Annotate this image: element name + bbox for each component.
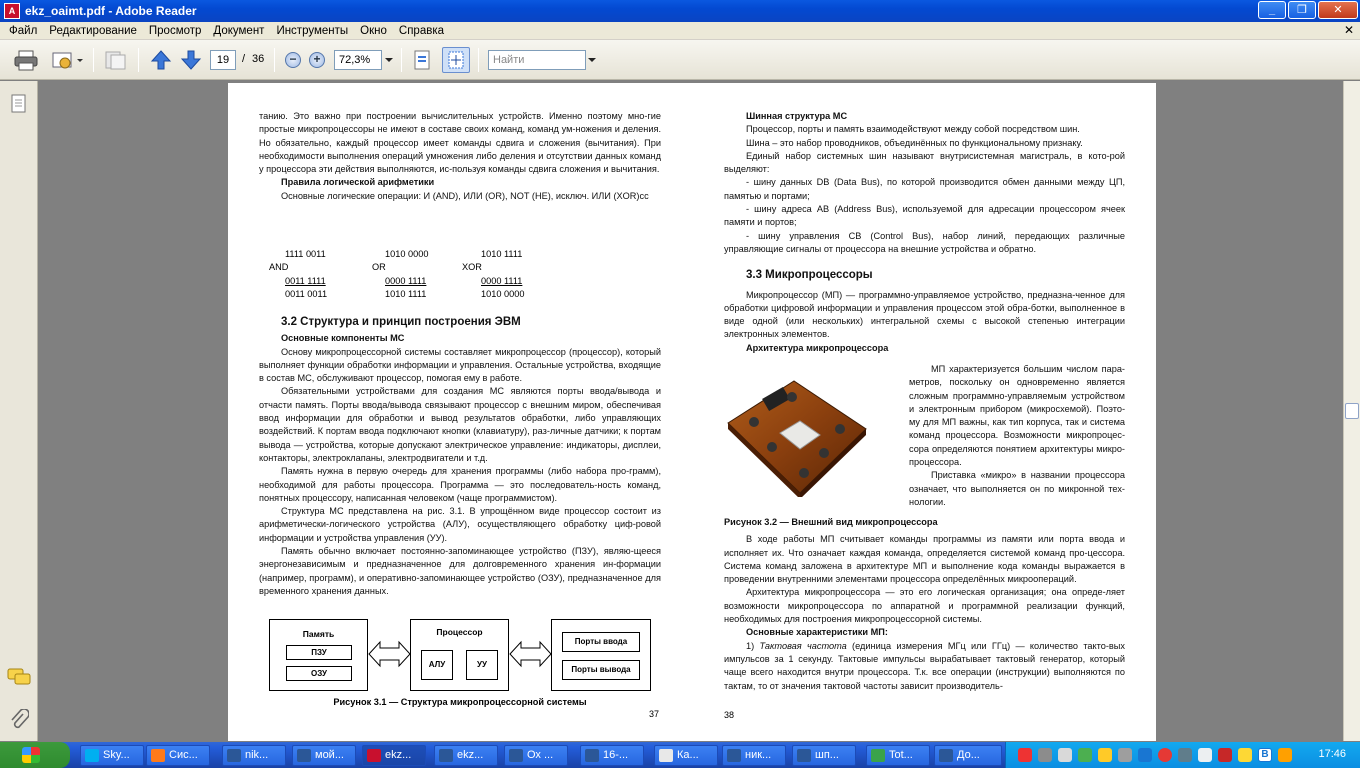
paragraph: - шину адреса AB (Address Bus), используемой для адресации процессором ячеек памяти и портов; xyxy=(724,204,1125,228)
input-ports-block: Порты ввода xyxy=(562,632,640,652)
print-button[interactable] xyxy=(12,47,40,73)
page-number-left: 37 xyxy=(649,709,660,719)
taskbar-button-label: Сис... xyxy=(169,749,198,761)
tray-app-icon[interactable] xyxy=(1098,748,1112,762)
taskbar-button[interactable] xyxy=(792,745,856,766)
heading-3-3: 3.3 Микропроцессоры xyxy=(746,269,873,282)
document-close-icon[interactable]: ✕ xyxy=(1343,23,1354,37)
taskbar-button[interactable] xyxy=(80,745,144,766)
figure-3-1-caption: Рисунок 3.1 — Структура микропроцессорной системы xyxy=(333,697,587,707)
double-arrow-icon xyxy=(368,639,411,669)
tray-app-icon[interactable] xyxy=(1138,748,1152,762)
zoom-in-button[interactable] xyxy=(307,47,327,73)
task-app-icon xyxy=(297,749,311,762)
clock[interactable]: 17:46 xyxy=(1318,748,1346,760)
taskbar-button-label: nik... xyxy=(245,749,269,761)
memory-label: Память xyxy=(302,629,335,639)
arrow-down-icon xyxy=(180,49,202,71)
tray-app-icon[interactable] xyxy=(1278,748,1292,762)
figure-3-2-caption: Рисунок 3.2 — Внешний вид микропроцессора xyxy=(724,517,938,527)
menu-document[interactable]: Документ xyxy=(213,24,265,37)
figure-3-1 xyxy=(269,619,651,691)
ports-block xyxy=(551,619,651,691)
right-page-rest xyxy=(724,516,1125,693)
cu-block: УУ xyxy=(466,650,498,680)
minimize-button[interactable]: _ xyxy=(1258,1,1286,19)
heading-architecture: Архитектура микропроцессора xyxy=(746,342,889,353)
paragraph: Единый набор системных шин называют внутрисистемная магистраль, в кото-рой выделяют: xyxy=(724,150,1125,175)
heading-characteristics: Основные характеристики МП: xyxy=(746,627,888,638)
task-app-icon xyxy=(585,749,599,762)
chevron-down-icon xyxy=(587,55,597,65)
paragraph-text: (единица измерения МГц или ГГц) — количество такто-вых импульсов за 1 секунду. Тактовые импульсы вырабатывает тактовый генератор, который чаще всего находится внутри процессора. Т.к. все операции (инструкции) выполняются по тактам, то от значения тактовой частоты зависит производитель- xyxy=(724,640,1126,691)
paragraph: Обязательными устройствами для создания МС являются порты ввода/вывода и отчасти память. Порты ввода/вывода связывают процессор с внешним миром, обеспечивая ввод информации для обработки и вывод результатов обработки, либо управляющих воздействий. К портам ввода подключают кнопки (клавиатуру), раз-личные датчики; к портам вывода — устройства, которые допускают электрическое управление: индикаторы, дисплеи, контакторы, электроклапаны, электродвигатели и т.д. xyxy=(259,386,661,463)
vertical-scrollbar[interactable] xyxy=(1343,81,1360,741)
attachment-icon[interactable] xyxy=(9,709,29,731)
zoom-input[interactable]: 72,3% xyxy=(334,50,382,70)
minus-icon: − xyxy=(285,52,301,68)
start-button[interactable] xyxy=(0,742,70,768)
taskbar-button-label: Sky... xyxy=(103,749,130,761)
taskbar-button[interactable] xyxy=(146,745,210,766)
menu-help[interactable]: Справка xyxy=(398,24,445,37)
pages-panel-icon[interactable] xyxy=(9,93,29,115)
task-app-icon xyxy=(85,749,99,762)
tray-app-icon[interactable] xyxy=(1058,748,1072,762)
logic-and-r: 0011 0011 xyxy=(285,289,328,299)
task-app-icon xyxy=(797,749,811,762)
maximize-button[interactable]: ❐ xyxy=(1288,1,1316,19)
fit-width-button[interactable] xyxy=(442,47,470,73)
page-separator: / xyxy=(242,53,246,65)
paragraph-clock-rate xyxy=(724,640,1125,693)
fit-page-button[interactable] xyxy=(410,47,434,73)
logic-examples xyxy=(259,249,661,305)
fit-window-icon xyxy=(446,49,466,71)
processor-photo xyxy=(724,377,869,497)
paragraph: Приставка «микро» в названии процессора означает, что выполняется он по микронной тех-нологии. xyxy=(909,470,1125,507)
taskbar-button[interactable] xyxy=(722,745,786,766)
tray-app-icon[interactable] xyxy=(1218,748,1232,762)
paragraph: - шину управления CB (Control Bus), набор линий, передающих различные управляющие сигналы от процессора на внешние устройства и обратно. xyxy=(724,230,1125,254)
paragraph: Основу микропроцессорной системы составляет микропроцессор (процессор), который выполняет функции обработки информации и управления. Остальные устройства, входящие в состав МС, обслуживают процессор, помогая ему в работе. xyxy=(259,346,661,384)
volume-icon[interactable] xyxy=(1198,748,1212,762)
taskbar-button-label: Ох ... xyxy=(527,749,554,761)
right-page-bus xyxy=(724,110,1125,355)
comments-icon[interactable] xyxy=(7,667,31,687)
taskbar-button-label: ekz... xyxy=(385,749,412,761)
task-app-icon xyxy=(727,749,741,762)
page-total: 36 xyxy=(252,53,265,65)
document-view[interactable] xyxy=(39,81,1343,741)
left-page-section-3-2 xyxy=(259,316,661,598)
task-app-icon xyxy=(509,749,523,762)
menu-window[interactable]: Окно xyxy=(360,24,387,37)
taskbar-button-label: ekz... xyxy=(457,749,484,761)
memory-block xyxy=(269,619,368,691)
task-app-icon xyxy=(151,749,165,762)
taskbar-button-label: 16-... xyxy=(603,749,629,761)
search-dropdown[interactable] xyxy=(586,47,598,73)
taskbar-button-label: мой... xyxy=(315,749,344,761)
heading-bus: Шинная структура МС xyxy=(746,111,848,121)
logic-or-r: 1010 1111 xyxy=(385,289,427,299)
ram-block: ОЗУ xyxy=(286,666,352,681)
logic-xor-op: XOR xyxy=(462,262,482,272)
printer-icon xyxy=(14,49,38,71)
taskbar-button[interactable] xyxy=(866,745,930,766)
taskbar-button-label: Tot... xyxy=(889,749,913,761)
paragraph: Процессор, порты и память взаимодействуют между собой посредством шин. xyxy=(746,124,1080,135)
page-number-input[interactable]: 19 xyxy=(210,50,236,70)
navigation-panel xyxy=(0,81,38,741)
logic-or-a: 1010 0000 xyxy=(385,249,429,259)
zoom-dropdown[interactable] xyxy=(383,47,395,73)
taskbar-button-label: ник... xyxy=(745,749,772,761)
tray-app-icon[interactable] xyxy=(1018,748,1032,762)
paragraph: Шина – это набор проводников, объединённых по функциональному признаку. xyxy=(746,137,1083,148)
email-icon xyxy=(50,49,84,71)
taskbar xyxy=(0,742,1360,768)
taskbar-button-label: До... xyxy=(957,749,980,761)
window-title: ekz_oaimt.pdf - Adobe Reader xyxy=(25,4,197,18)
paragraph: Архитектура микропроцессора — это его логическая организация; она опреде-ляет возможности микропроцессора по аппаратной и программной реализации функций, необходимых для построения микропроцессорной системы. xyxy=(724,587,1125,625)
scroll-mode-icon xyxy=(412,49,432,71)
tray-app-icon[interactable] xyxy=(1078,748,1092,762)
logic-xor-b: 0000 1111 xyxy=(481,276,523,286)
system-tray xyxy=(1005,742,1360,768)
processor-block xyxy=(410,619,509,691)
taskbar-button[interactable] xyxy=(434,745,498,766)
tray-app-icon[interactable] xyxy=(1038,748,1052,762)
task-app-icon xyxy=(659,749,673,762)
heading-logic-rules: Правила логической арифметики xyxy=(281,177,435,188)
taskbar-button[interactable] xyxy=(222,745,286,766)
plus-icon: + xyxy=(309,52,325,68)
paragraph: Структура МС представлена на рис. 3.1. В упрощённом виде процессор состоит из арифметически-логического устройства (АЛУ), осуществляющего обработку циф-ровой информации и устройства управления (УУ). xyxy=(259,506,661,543)
previous-page-button[interactable] xyxy=(148,47,174,73)
logic-and-b: 0011 1111 xyxy=(285,276,326,286)
menu-file[interactable]: Файл xyxy=(9,24,38,37)
title-bar xyxy=(0,0,1360,22)
logic-and-op: AND xyxy=(269,262,289,272)
double-arrow-icon xyxy=(509,639,552,669)
menu-edit[interactable]: Редактирование xyxy=(49,24,137,37)
vk-icon[interactable]: В xyxy=(1258,748,1272,762)
list-number: 1) xyxy=(746,640,755,651)
logic-xor-r: 1010 0000 xyxy=(481,289,525,299)
taskbar-button[interactable] xyxy=(292,745,356,766)
search-input[interactable]: Найти xyxy=(488,50,586,70)
pages-icon xyxy=(104,49,128,71)
windows-logo-icon xyxy=(22,747,40,763)
pdf-page-spread xyxy=(228,83,1156,741)
tray-app-icon[interactable] xyxy=(1118,748,1132,762)
zoom-out-button[interactable] xyxy=(283,47,303,73)
heading-3-2: 3.2 Структура и принцип построения ЭВМ xyxy=(281,316,521,328)
paragraph: Память нужна в первую очередь для хранения программы (либо набора про-грамм), необходимой для работы процессора. Программа — это последователь-ность команд, понятных процессору, написанная человеком (чаще программистом). xyxy=(259,466,661,503)
taskbar-button[interactable] xyxy=(580,745,644,766)
paragraph: - шину данных DB (Data Bus), по которой производится обмен данными между ЦП, памятью и портами; xyxy=(724,177,1125,201)
taskbar-button[interactable] xyxy=(504,745,568,766)
tray-app-icon[interactable] xyxy=(1158,748,1172,762)
menu-view[interactable]: Просмотр xyxy=(148,24,202,37)
toolbar xyxy=(0,40,1360,80)
menu-bar xyxy=(0,22,1360,40)
right-page-arch-text xyxy=(909,363,1125,509)
taskbar-button[interactable] xyxy=(362,745,426,766)
alu-block: АЛУ xyxy=(421,650,453,680)
task-app-icon xyxy=(939,749,953,762)
arrow-up-icon xyxy=(150,49,172,71)
close-button[interactable]: ✕ xyxy=(1318,1,1358,19)
pdf-app-icon[interactable]: A xyxy=(4,3,20,19)
scrollbar-thumb[interactable] xyxy=(1345,403,1359,419)
sign-button[interactable] xyxy=(102,47,130,73)
taskbar-button[interactable] xyxy=(654,745,718,766)
taskbar-button-label: шп... xyxy=(815,749,839,761)
paragraph: танию. Это важно при построении вычислительных устройств. Именно поэтому мно-гие простые микропроцессоры не имеют в составе своих команд, команд ум-ножения и деления. Но обязательно, каждый процессор имеет команды сдвига и сложения (вычитания). При необходимости выполнения операций умножения либо деления и отсутствии данных команд у процессора эти действия выполняются, ис-пользуя команды сдвига сложения и вычитания. xyxy=(259,111,661,175)
logic-or-b: 0000 1111 xyxy=(385,276,427,286)
tray-app-icon[interactable] xyxy=(1178,748,1192,762)
taskbar-button-label: Ка... xyxy=(677,749,699,761)
paragraph: Микропроцессор (МП) — программно-управляемое устройство, предназна-ченное для обработки цифровой информации и управления процессом этой обра-ботки, выполненное в виде одной (или нескольких) интегральной схемы с высокой степенью интеграции электронных элементов. xyxy=(724,289,1125,340)
left-page xyxy=(259,110,661,203)
email-button[interactable] xyxy=(48,47,86,73)
rom-block: ПЗУ xyxy=(286,645,352,660)
task-app-icon xyxy=(871,749,885,762)
task-app-icon xyxy=(227,749,241,762)
tray-app-icon[interactable] xyxy=(1238,748,1252,762)
logic-or-op: OR xyxy=(372,262,386,272)
processor-label: Процессор xyxy=(436,627,483,637)
taskbar-button[interactable] xyxy=(934,745,1002,766)
chevron-down-icon xyxy=(384,55,394,65)
next-page-button[interactable] xyxy=(178,47,204,73)
heading-components: Основные компоненты МС xyxy=(281,333,405,344)
logic-xor-a: 1010 1111 xyxy=(481,249,523,259)
task-app-icon xyxy=(439,749,453,762)
paragraph: Память обычно включает постоянно-запоминающее устройство (ПЗУ), являю-щееся энергонезависимым и предназначенное для долговременного хранения ин-формации (например, программ), и оперативно-запоминающее устройство (ОЗУ), предназначенное для временного хранения данных. xyxy=(259,546,661,596)
paragraph-logic-ops: Основные логические операции: И (AND), ИЛИ (OR), NOT (НЕ), исключ. ИЛИ (XOR)сс xyxy=(281,190,649,201)
page-number-right: 38 xyxy=(724,710,735,720)
paragraph: МП характеризуется большим числом пара-метров, поскольку он одновременно является сложным программно-управляемым устройством и электронным прибором (микросхемой). Поэто-му для МП важны, как тип корпуса, так и система команд процессора. Возможности микропроцес-сора определяются понятием архитектуры микро-процессора. xyxy=(909,364,1125,468)
task-app-icon xyxy=(367,749,381,762)
menu-tools[interactable]: Инструменты xyxy=(276,24,349,37)
term-clock-rate: Тактовая частота xyxy=(759,640,847,651)
paragraph: В ходе работы МП считывает команды программы из памяти или порта ввода и исполняет их. Что означает каждая команда, определяется системой команд про-цессора. Система команд заложена в архитектуре МП и выполнение кода команды выражается в проведении внутренними элементами процессора определённых микроопераций. xyxy=(724,534,1125,585)
logic-and-a: 1111 0011 xyxy=(285,249,326,259)
output-ports-block: Порты вывода xyxy=(562,660,640,680)
